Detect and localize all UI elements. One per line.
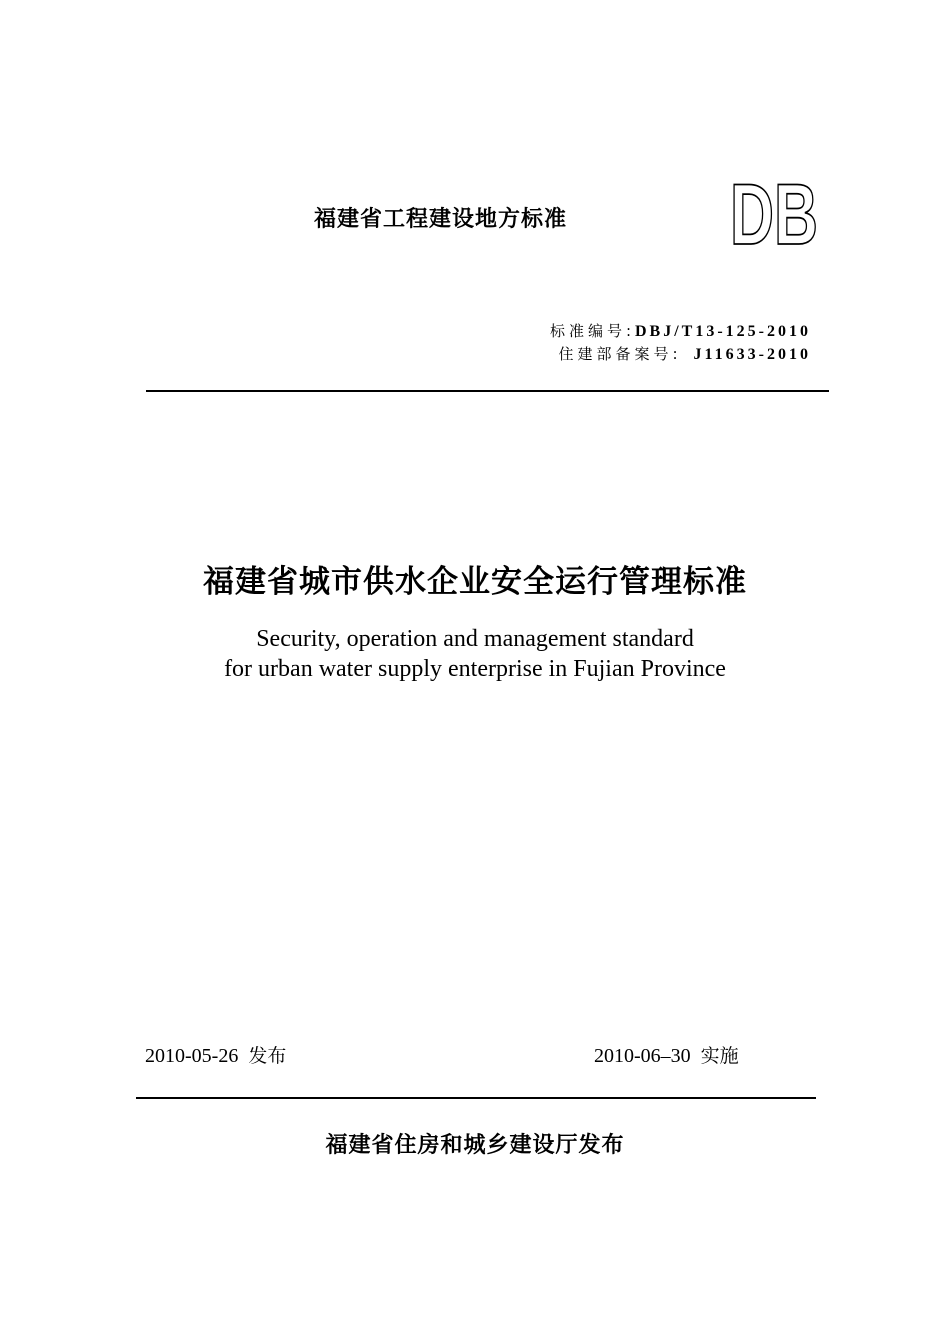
publish-date-line <box>145 1041 286 1068</box>
top-divider <box>146 390 829 392</box>
publish-word: 发布 <box>248 1045 287 1067</box>
record-number-label: 住建部备案号: <box>558 345 682 363</box>
effective-word: 实施 <box>700 1045 739 1067</box>
record-number <box>558 343 811 364</box>
document-title-english-line-2: for urban water supply enterprise in Fujian Province <box>224 656 726 682</box>
effective-date-line <box>594 1041 739 1068</box>
effective-date: 2010-06–30 <box>594 1045 691 1067</box>
standard-number <box>550 320 811 341</box>
issuer-category-heading: 福建省工程建设地方标准 <box>314 207 568 232</box>
publish-date: 2010-05-26 <box>145 1045 239 1067</box>
db-logo-text: DB <box>730 167 818 263</box>
document-title-chinese: 福建省城市供水企业安全运行管理标准 <box>203 564 747 600</box>
standard-number-value: DBJ/T13-125-2010 <box>635 323 811 340</box>
document-title-english-line-1: Security, operation and management standard <box>256 626 694 652</box>
bottom-divider <box>136 1097 816 1099</box>
db-logo <box>728 167 820 263</box>
publisher: 福建省住房和城乡建设厅发布 <box>325 1133 625 1158</box>
record-number-value: J11633-2010 <box>693 346 811 363</box>
standard-number-label: 标准编号: <box>549 322 635 340</box>
